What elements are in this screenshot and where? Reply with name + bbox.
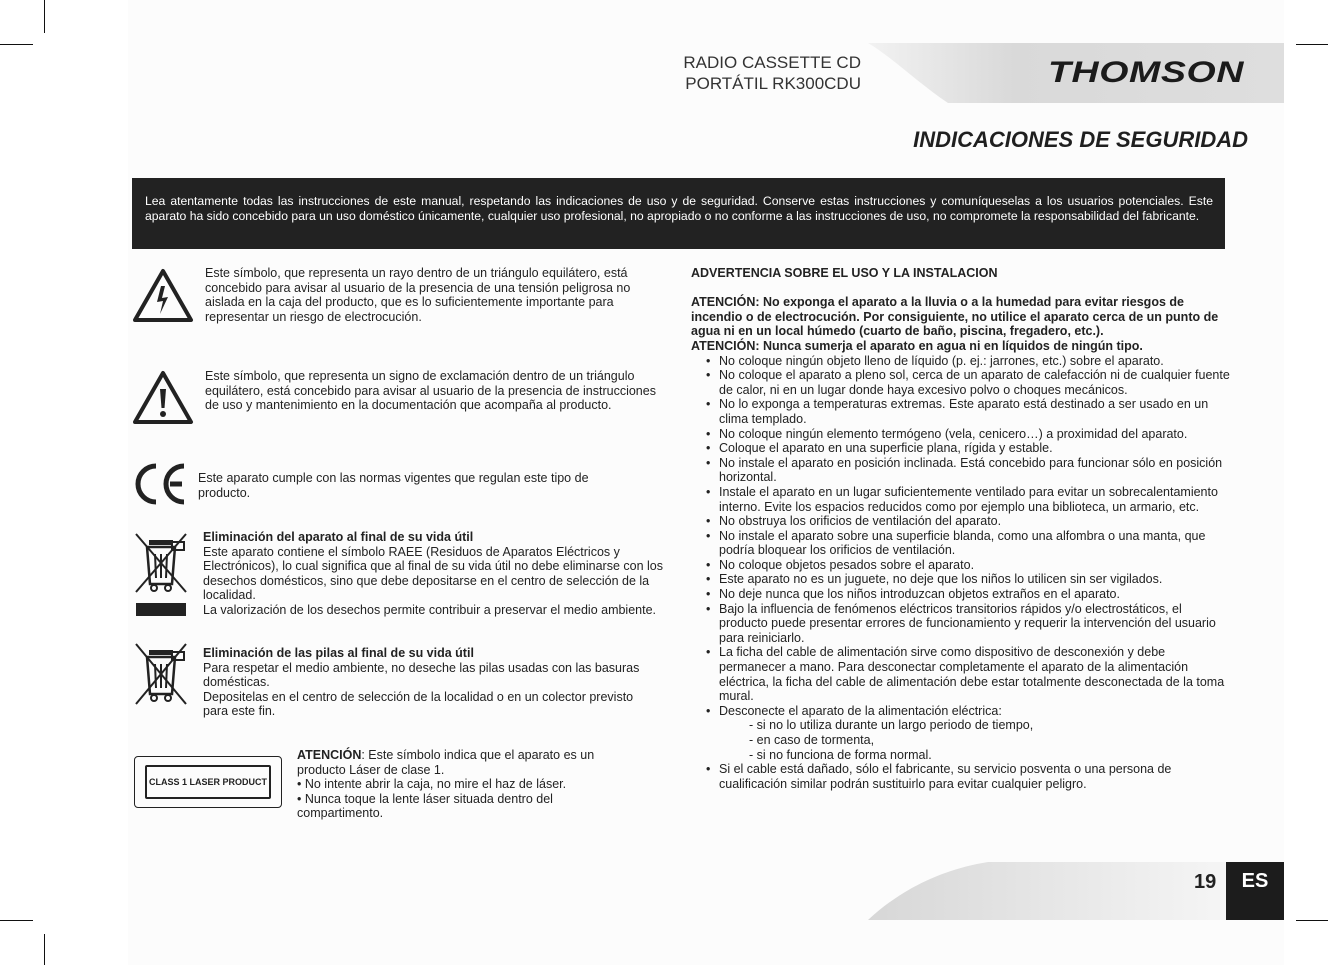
weee-section (203, 530, 663, 618)
product-line-2: PORTÁTIL RK300CDU (685, 74, 861, 93)
exclamation-description: Este símbolo, que representa un signo de exclamación dentro de un triángulo equilátero, está concebido para avisar al usuario de la presencia de instrucciones de uso y mantenimiento en la documentación que acompaña al producto. (205, 369, 656, 413)
battery-section (203, 646, 643, 719)
footer-swoosh (868, 862, 1226, 920)
ce-mark-icon (134, 462, 188, 506)
warning-rain: ATENCIÓN: No exponga el aparato a la lluvia o a la humedad para evitar riesgos de incendio o de electrocución. Por consiguiente, no utilice el aparato cerca de un punto de agua ni en un local húmedo (cuarto de baño, piscina, fregadero, etc.). (691, 295, 1219, 339)
laser-section (297, 748, 637, 821)
crop-mark (0, 44, 33, 45)
list-item: • No coloque ningún objeto lleno de líquido (p. ej.: jarrones, etc.) sobre el aparato. (691, 354, 1231, 369)
sub-item: - si no lo utiliza durante un largo periodo de tiempo, (749, 718, 1034, 733)
intro-banner: Lea atentamente todas las instrucciones de este manual, respetando las indicaciones de uso y de seguridad. Conserve estas instrucciones y comuníqueselas a los usuarios potenciales. Este aparato ha sido concebido para un uso doméstico únicamente, cualquier uso profesional, no apropiado o no conforme a las instrucciones de uso, no compromete la responsabilidad del fabricante. (132, 178, 1225, 249)
battery-title: Eliminación de las pilas al final de su vida útil (203, 646, 474, 660)
list-item: • No instale el aparato en posición inclinada. Está concebido para funcionar sólo en posición horizontal. (691, 456, 1231, 485)
language-tab: ES (1226, 862, 1284, 920)
lightning-triangle-icon (132, 268, 194, 324)
laser-label: CLASS 1 LASER PRODUCT (145, 765, 271, 799)
battery-text-2: Depositelas en el centro de selección de la localidad o en un colector previsto para este fin. (203, 689, 634, 719)
list-item: • Si el cable está dañado, sólo el fabricante, su servicio posventa o una persona de cualificación similar podrán sustituirlo para evitar cualquier peligro. (691, 762, 1231, 791)
list-item: • Coloque el aparato en una superficie plana, rígida y estable. (691, 441, 1231, 456)
lightning-description: Este símbolo, que representa un rayo dentro de un triángulo equilátero, está concebido para avisar al usuario de la presencia de una tensión peligrosa no aislada en la caja del producto, que es lo suficientemente importante para representar un riesgo de electrocución. (205, 266, 631, 324)
battery-text-1: Para respetar el medio ambiente, no deseche las pilas usadas con las basuras domésticas. (203, 660, 640, 690)
laser-bullet-2: • Nunca toque la lente láser situada dentro del compartimento. (297, 791, 553, 821)
list-item: • Este aparato no es un juguete, no deje que los niños lo utilicen sin ser vigilados. (691, 572, 1231, 587)
sub-item: - si no funciona de forma normal. (749, 747, 932, 762)
laser-bullet-1: • No intente abrir la caja, no mire el haz de láser. (297, 777, 567, 792)
weee-text-1: Este aparato contiene el símbolo RAEE (Residuos de Aparatos Eléctricos y Electrónicos), lo cual significa que al final de su vida útil no debe eliminarse con los desechos domésticos, sino que debe depositarse en el centro de selección de la localidad. (203, 544, 663, 603)
list-item: • No coloque ningún elemento termógeno (vela, cenicero…) a proximidad del aparato. (691, 427, 1231, 442)
page-number: 19 (1194, 871, 1217, 893)
crop-mark (1296, 44, 1328, 45)
sub-item: - en caso de tormenta, (749, 733, 875, 747)
battery-bin-icon (134, 642, 188, 706)
list-item: • La ficha del cable de alimentación sirve como dispositivo de desconexión y debe permanecer a mano. Para desconectar completamente el aparato de la alimentación eléctrica, la ficha del cable de alimentación debe estar totalmente desconectada de la toma mural. (691, 645, 1231, 703)
laser-title: ATENCIÓN (297, 748, 362, 762)
usage-warnings (691, 266, 1231, 791)
list-item: • No deje nunca que los niños introduzcan objetos extraños en el aparato. (691, 587, 1231, 602)
crop-mark (1296, 920, 1328, 921)
exclamation-triangle-icon (132, 370, 194, 426)
brand-logo: THOMSON (1048, 56, 1245, 89)
list-item: • No lo exponga a temperaturas extremas. Este aparato está destinado a ser usado en un clima templado. (691, 397, 1231, 426)
warning-water: ATENCIÓN: Nunca sumerja el aparato en agua ni en líquidos de ningún tipo. (691, 338, 1143, 353)
crop-mark (44, 934, 45, 965)
crop-mark (44, 0, 45, 33)
weee-text-2: La valorización de los desechos permite contribuir a preservar el medio ambiente. (203, 602, 657, 617)
usage-heading: ADVERTENCIA SOBRE EL USO Y LA INSTALACION (691, 266, 998, 280)
list-item: • Bajo la influencia de fenómenos eléctricos transitorios rápidos y/o electrostáticos, el producto puede presentar errores de funcionamiento y requerir la intervención del usuario para reiniciarlo. (691, 602, 1231, 646)
weee-title: Eliminación del aparato al final de su vida útil (203, 530, 474, 544)
document-title (640, 52, 861, 94)
crop-mark (0, 920, 33, 921)
list-item: • No instale el aparato sobre una superficie blanda, como una alfombra o una manta, que podría bloquear los orificios de ventilación. (691, 529, 1231, 558)
list-item: • No obstruya los orificios de ventilación del aparato. (691, 514, 1231, 529)
list-item: • Instale el aparato en un lugar suficientemente ventilado para evitar un sobrecalentamiento interno. Evite los espacios reducidos como por ejemplo una biblioteca, un armario, etc. (691, 485, 1231, 514)
list-item: • Desconecte el aparato de la alimentación eléctrica: (691, 704, 1231, 719)
ce-description: Este aparato cumple con las normas vigentes que regulan este tipo de producto. (198, 471, 589, 500)
list-item: • No coloque el aparato a pleno sol, cerca de un aparato de calefacción ni de cualquier fuente de calor, ni en un lugar donde haya excesivo polvo o choques mecánicos. (691, 368, 1231, 397)
product-line-1: RADIO CASSETTE CD (683, 53, 861, 72)
list-item: • No coloque objetos pesados sobre el aparato. (691, 558, 1231, 573)
section-heading: INDICACIONES DE SEGURIDAD (913, 127, 1248, 152)
crossed-bin-icon (134, 532, 188, 618)
laser-text: : Este símbolo indica que el aparato es un producto Láser de clase 1. (297, 748, 595, 777)
